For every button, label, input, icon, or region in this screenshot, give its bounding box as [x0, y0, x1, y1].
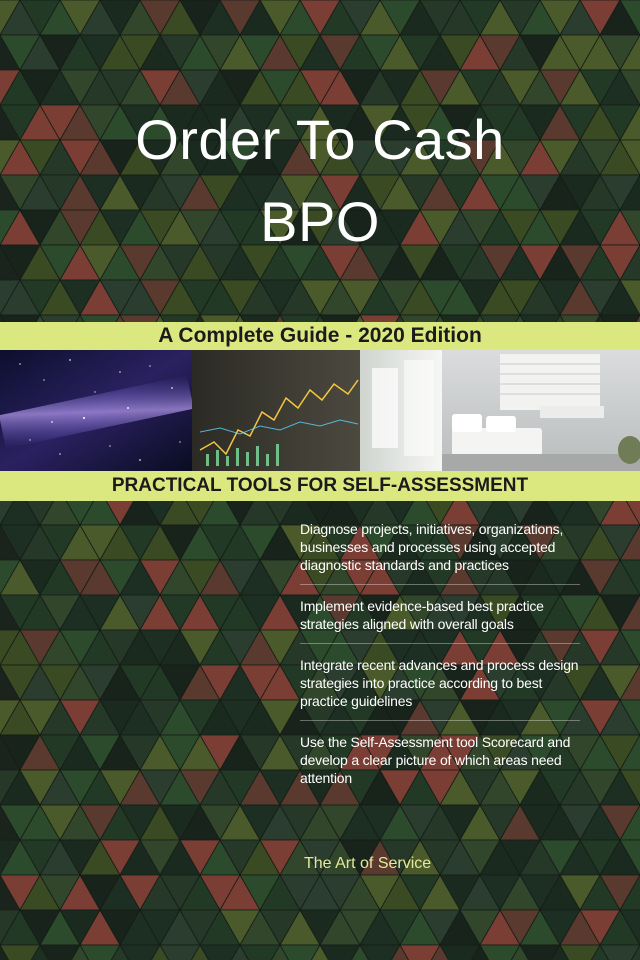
- title-line-2: BPO: [260, 190, 380, 253]
- photo-strip: [0, 350, 640, 471]
- author-name: The Art of Service: [304, 855, 432, 872]
- bullet-item: Implement evidence-based best practice strategies aligned with overall goals: [300, 597, 580, 644]
- title-line-1: Order To Cash: [135, 108, 505, 171]
- galaxy-photo: [0, 350, 194, 471]
- subtitle-band: A Complete Guide - 2020 Edition: [0, 322, 640, 350]
- stock-chart-photo: [192, 350, 360, 471]
- bullet-item: Diagnose projects, initiatives, organizations, businesses and processes using accepted diagnostic standards and practices: [300, 520, 580, 585]
- bullet-item: Integrate recent advances and process design strategies into practice according to best practice guidelines: [300, 656, 580, 721]
- window-light-photo: [360, 350, 442, 471]
- bullet-list: [300, 520, 580, 809]
- living-room-photo: [442, 350, 640, 471]
- bullet-item: Use the Self-Assessment tool Scorecard and develop a clear picture of which areas need attention: [300, 734, 571, 786]
- tools-heading-band: PRACTICAL TOOLS FOR SELF-ASSESSMENT: [0, 471, 640, 501]
